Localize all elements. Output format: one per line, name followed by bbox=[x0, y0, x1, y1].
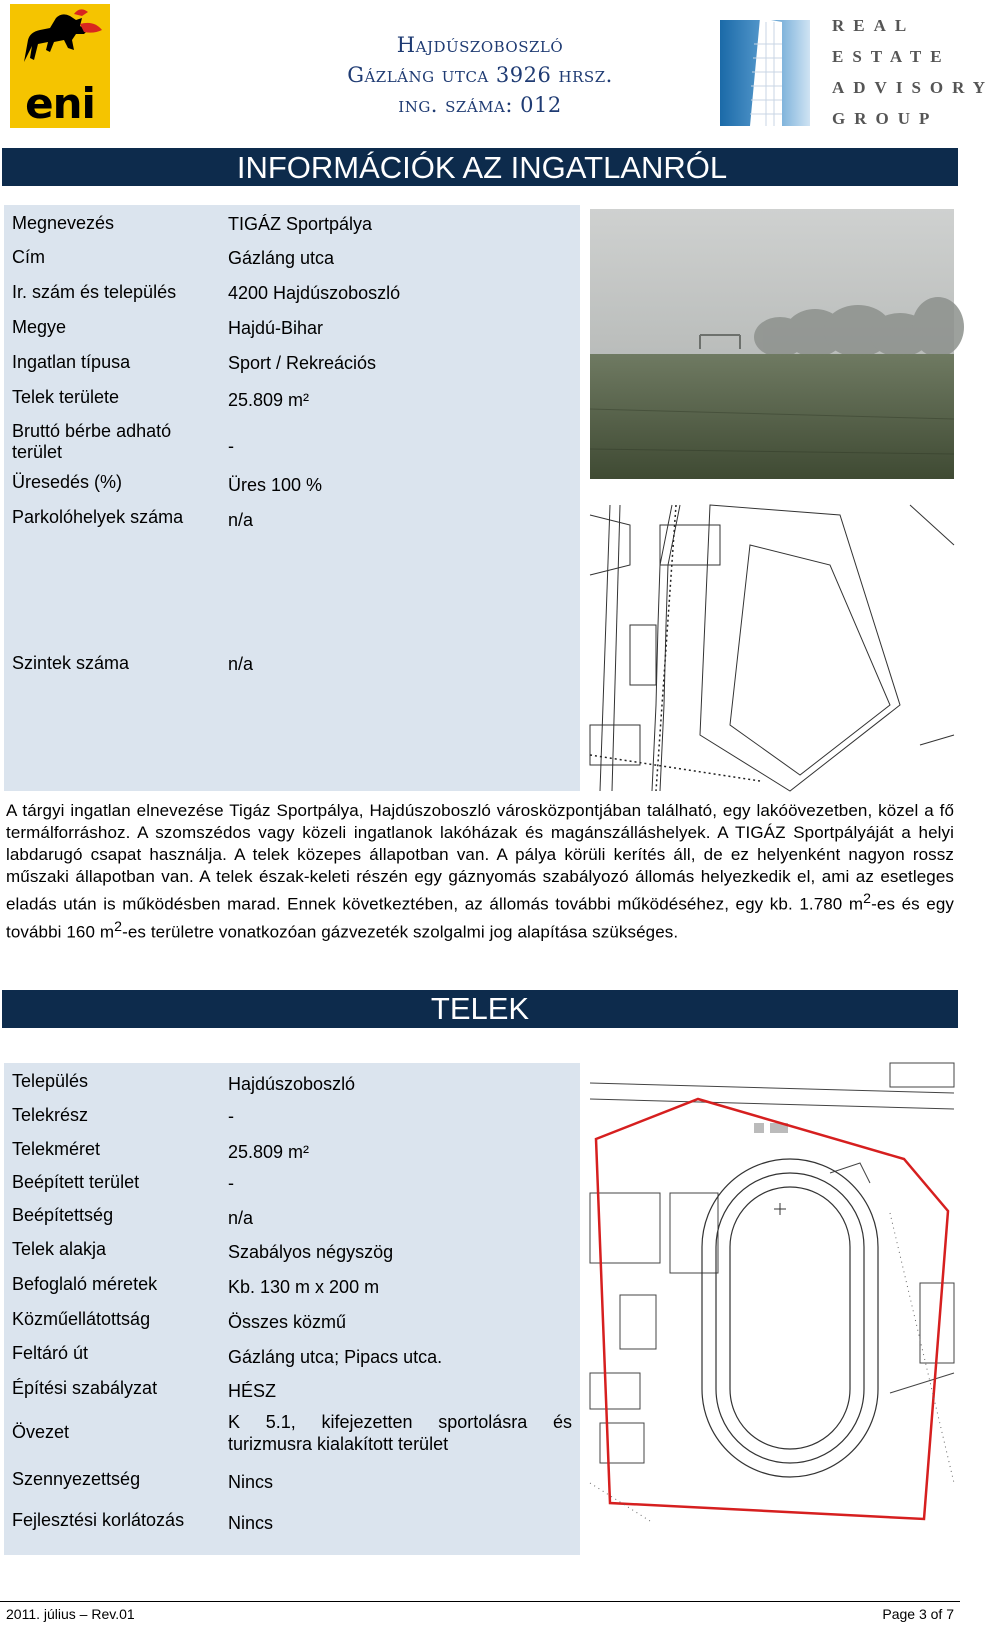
header-address: Gázláng utca 3926 hrsz. bbox=[347, 63, 613, 87]
info-value: Üres 100 % bbox=[228, 475, 323, 495]
info-label: Szintek száma bbox=[12, 653, 130, 673]
telek-value: 25.809 m² bbox=[228, 1142, 310, 1162]
footer-page-number: Page 3 of 7 bbox=[882, 1606, 954, 1622]
telek-value: Kb. 130 m x 200 m bbox=[228, 1277, 380, 1297]
info-value: n/a bbox=[228, 654, 254, 674]
info-label: Bruttó bérbe adható terület bbox=[12, 421, 172, 462]
eni-logo bbox=[10, 4, 110, 128]
info-value: Hajdú-Bihar bbox=[228, 318, 324, 338]
info-label: Megnevezés bbox=[12, 213, 115, 233]
building-icon bbox=[720, 14, 810, 126]
telek-label: Telekrész bbox=[12, 1105, 89, 1125]
reag-wordmark bbox=[832, 10, 994, 134]
info-value: - bbox=[228, 436, 234, 456]
info-panel bbox=[4, 205, 580, 791]
page-header bbox=[0, 0, 994, 140]
info-label: Ingatlan típusa bbox=[12, 352, 131, 372]
six-legged-dog-icon bbox=[10, 4, 110, 84]
description-text-1: A tárgyi ingatlan elnevezése Tigáz Sportpálya, Hajdúszoboszló városközpontjában található, egy lakóövezetben, közel a fő termálforráshoz. A szomszédos vagy közeli ingatlanok lakóházak és magánszálláshelyek. A TIGÁZ Sportpályáját a helyi labdarugó csapat használja. A telek közepes állapotban van. A pálya körüli kerítés áll, de ez helyenként nagyon rossz műszaki állapotban van. A telek észak-keleti részén egy gáznyomás szabályozó állomás helyezkedik el, ami az esetleges eladás után is működésben marad. Ennek következtében, az állomás további működéséhez, egy kb. 1.780 m bbox=[6, 801, 954, 914]
info-label: Ir. szám és település bbox=[12, 282, 177, 302]
telek-value: Összes közmű bbox=[228, 1312, 347, 1332]
reag-line-2: ESTATE bbox=[832, 47, 951, 66]
telek-label: Befoglaló méretek bbox=[12, 1274, 158, 1294]
description-text-2: -es és egy további 160 m bbox=[6, 894, 954, 942]
telek-label: Település bbox=[12, 1071, 89, 1091]
description-sup-2: 2 bbox=[114, 918, 123, 935]
info-value: TIGÁZ Sportpálya bbox=[228, 214, 373, 234]
info-label: Üresedés (%) bbox=[12, 472, 123, 492]
telek-label: Szennyezettség bbox=[12, 1469, 141, 1489]
description-sup-1: 2 bbox=[863, 891, 872, 907]
info-value: n/a bbox=[228, 510, 254, 530]
reag-line-3: ADVISORY bbox=[832, 78, 994, 97]
telek-value: n/a bbox=[228, 1208, 254, 1228]
description-paragraph bbox=[6, 800, 954, 943]
telek-label: Telekméret bbox=[12, 1139, 101, 1159]
telek-value: HÉSZ bbox=[228, 1381, 277, 1401]
telek-panel bbox=[4, 1063, 580, 1555]
telek-value: - bbox=[228, 1106, 234, 1126]
info-value: Gázláng utca bbox=[228, 248, 335, 268]
site-map-1 bbox=[590, 505, 954, 791]
info-value: Sport / Rekreációs bbox=[228, 353, 377, 373]
info-label: Telek területe bbox=[12, 387, 120, 407]
telek-label: Fejlesztési korlátozás bbox=[12, 1510, 185, 1530]
property-photo bbox=[590, 209, 954, 479]
info-label: Parkolóhelyek száma bbox=[12, 507, 184, 527]
telek-value: Nincs bbox=[228, 1472, 274, 1492]
reag-line-1: REAL bbox=[832, 16, 916, 35]
telek-value: K 5.1, kifejezetten sportolásra és turizmusra kialakított terület bbox=[228, 1412, 572, 1454]
header-city: Hajdúszoboszló bbox=[396, 33, 564, 57]
telek-section-title: TELEK bbox=[430, 991, 530, 1026]
info-label: Cím bbox=[12, 247, 45, 267]
footer-divider bbox=[0, 1601, 960, 1602]
description-text-3: -es területre vonatkozóan gázvezeték szolgalmi jog alapítása szükséges. bbox=[122, 922, 679, 942]
eni-wordmark: eni bbox=[25, 79, 95, 128]
telek-section-bar bbox=[2, 990, 958, 1028]
telek-label: Beépítettség bbox=[12, 1205, 114, 1225]
telek-value: Szabályos négyszög bbox=[228, 1242, 394, 1262]
property-description bbox=[6, 800, 954, 943]
footer-revision: 2011. július – Rev.01 bbox=[6, 1606, 135, 1622]
reag-line-4: GROUP bbox=[832, 109, 939, 128]
reag-logo bbox=[720, 6, 994, 128]
telek-value: Nincs bbox=[228, 1513, 274, 1533]
telek-value: - bbox=[228, 1173, 234, 1193]
header-property-number: ing. száma: 012 bbox=[398, 93, 562, 117]
info-label: Megye bbox=[12, 317, 67, 337]
info-section-bar bbox=[2, 148, 958, 186]
telek-value: Hajdúszoboszló bbox=[228, 1074, 356, 1094]
header-title-block bbox=[300, 30, 660, 120]
telek-label: Övezet bbox=[12, 1422, 70, 1442]
telek-label: Feltáró út bbox=[12, 1343, 89, 1363]
telek-label: Beépített terület bbox=[12, 1172, 140, 1192]
info-section-title: INFORMÁCIÓK AZ INGATLANRÓL bbox=[236, 150, 728, 185]
telek-label: Építési szabályzat bbox=[12, 1378, 158, 1398]
site-map-2 bbox=[590, 1063, 954, 1521]
info-value: 25.809 m² bbox=[228, 390, 310, 410]
telek-label: Közműellátottság bbox=[12, 1309, 151, 1329]
info-value: 4200 Hajdúszoboszló bbox=[228, 283, 401, 303]
telek-label: Telek alakja bbox=[12, 1239, 107, 1259]
telek-value: Gázláng utca; Pipacs utca. bbox=[228, 1347, 443, 1367]
